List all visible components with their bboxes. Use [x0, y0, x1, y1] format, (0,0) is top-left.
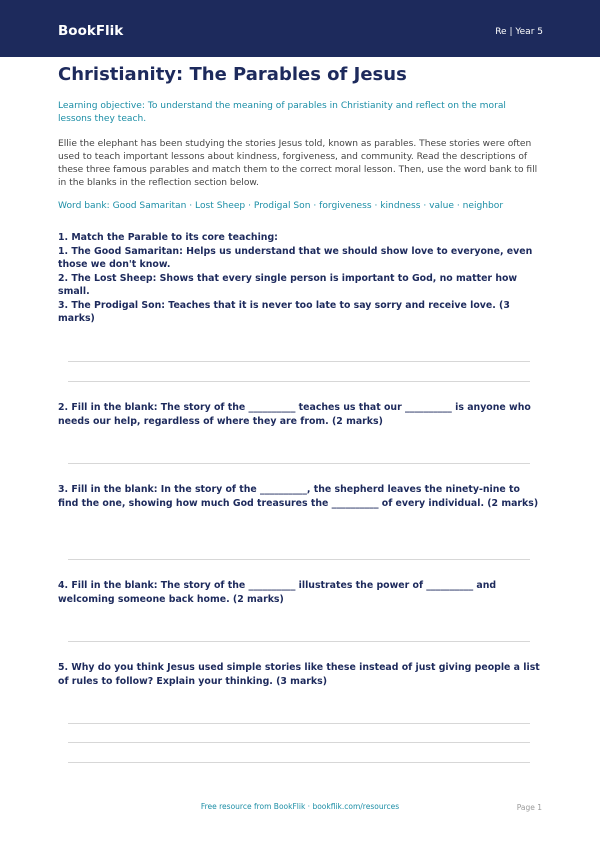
- answer-line[interactable]: [68, 559, 530, 560]
- question-1-item-lost-sheep: 2. The Lost Sheep: Shows that every single person is important to God, no matter how small.: [58, 272, 518, 297]
- question-1-item-prodigal-son: 3. The Prodigal Son: Teaches that it is never too late to say sorry and receive love. (3 marks): [58, 299, 510, 324]
- answer-line[interactable]: [68, 723, 530, 724]
- brand-logo: BookFlik: [58, 23, 124, 39]
- answer-line[interactable]: [68, 742, 530, 743]
- answer-line[interactable]: [68, 381, 530, 382]
- answer-line[interactable]: [68, 361, 530, 362]
- footer-credit: Free resource from BookFlik · bookflik.com/resources: [200, 802, 400, 811]
- subject-year-label: Re | Year 5: [495, 27, 543, 37]
- question-3: 3. Fill in the blank: In the story of the __________, the shepherd leaves the ninety-nine to find the one, showing how much God treasures the __________ of every individual. (2 marks): [58, 484, 539, 509]
- intro-paragraph: Ellie the elephant has been studying the stories Jesus told, known as parables. These stories were often used to teach important lessons about kindness, forgiveness, and community. Read the descriptions of these three famous parables and match them to the correct moral lesson. Then, use the word bank to fill in the blanks in the reflection section below.: [58, 139, 538, 188]
- question-1-item-good-samaritan: 1. The Good Samaritan: Helps us understand that we should show love to everyone, even those we don't know.: [58, 245, 533, 270]
- answer-line[interactable]: [68, 762, 530, 763]
- question-1: [58, 231, 540, 326]
- word-bank: Word bank: Good Samaritan · Lost Sheep · Prodigal Son · forgiveness · kindness · value · neighbor: [58, 201, 504, 211]
- header-bar: [0, 0, 600, 57]
- page-number: Page 1: [516, 803, 542, 812]
- question-5: 5. Why do you think Jesus used simple stories like these instead of just giving people a list of rules to follow? Explain your thinking. (3 marks): [58, 662, 540, 687]
- page-title: Christianity: The Parables of Jesus: [58, 64, 407, 85]
- question-4: 4. Fill in the blank: The story of the __________ illustrates the power of __________ and welcoming someone back home. (2 marks): [58, 580, 497, 605]
- question-1-heading: 1. Match the Parable to its core teaching:: [58, 232, 278, 243]
- question-2: 2. Fill in the blank: The story of the __________ teaches us that our __________ is anyone who needs our help, regardless of where they are from. (2 marks): [58, 402, 531, 427]
- answer-line[interactable]: [68, 641, 530, 642]
- learning-objective: Learning objective: To understand the meaning of parables in Christianity and reflect on the moral lessons they teach.: [58, 101, 506, 124]
- answer-line[interactable]: [68, 463, 530, 464]
